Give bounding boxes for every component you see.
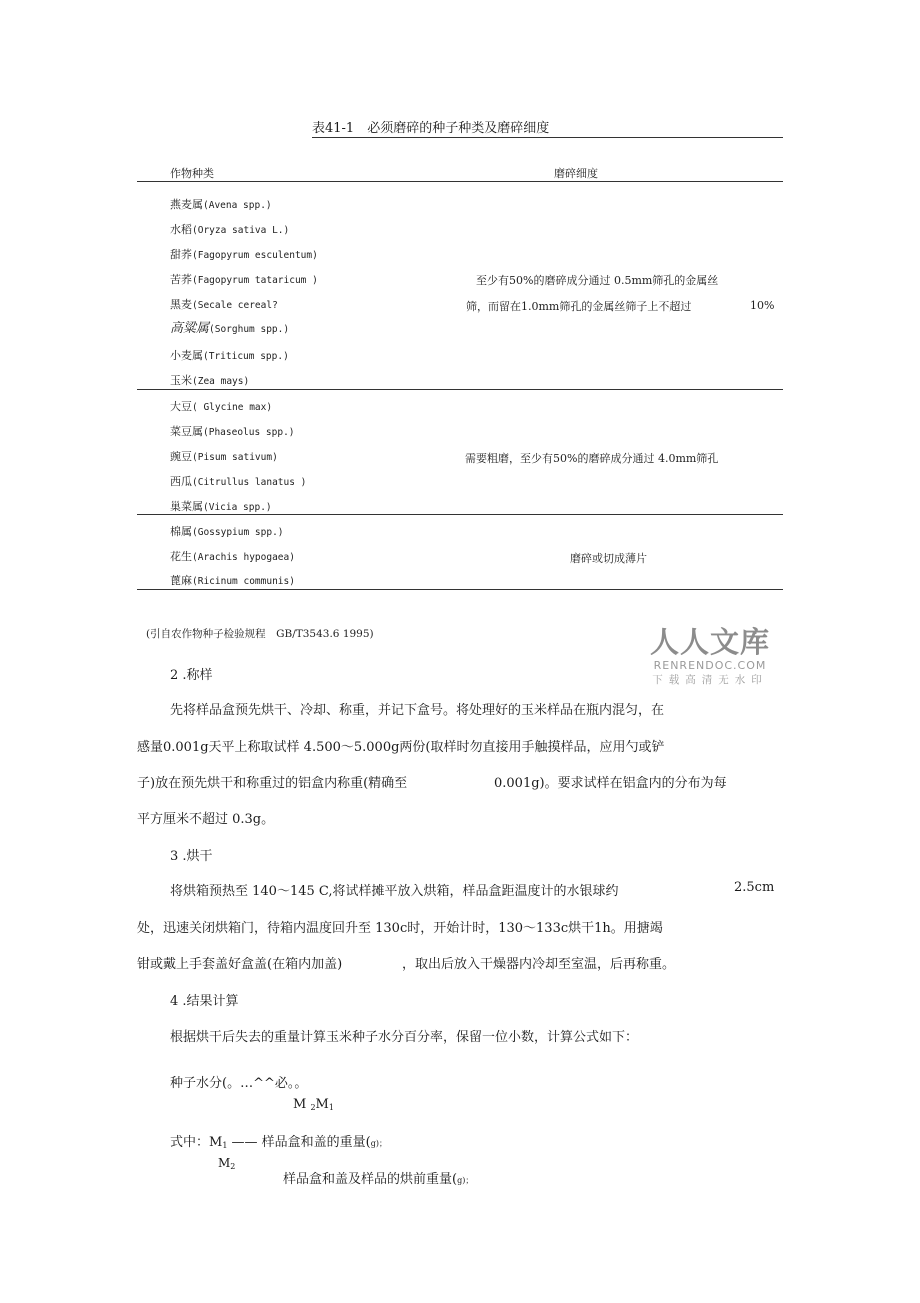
crop-cotton: 棉属(Gossypium spp.) bbox=[170, 525, 284, 538]
fineness-group2: 需要粗磨，至少有50%的磨碎成分通过 4.0mm筛孔 bbox=[465, 452, 719, 465]
crop-soybean: 大豆( Glycine max) bbox=[170, 400, 273, 413]
fineness-group1-line2: 筛，而留在1.0mm筛孔的金属丝筛子上不超过 bbox=[466, 300, 692, 313]
crop-tartary-buckwheat: 苦荞(Fagopyrum tataricum ) bbox=[170, 273, 318, 286]
section2-para-line2: 感量0.001g天平上称取试样 4.500～5.000g两份(取样时勿直接用手触摸样品，应用勺或铲 bbox=[137, 740, 665, 755]
header-crop-type: 作物种类 bbox=[170, 167, 214, 180]
crop-oats: 燕麦属(Avena spp.) bbox=[170, 198, 272, 211]
crop-maize: 玉米(Zea mays) bbox=[170, 374, 250, 387]
fineness-group1-line1: 至少有50%的磨碎成分通过 0.5mm筛孔的金属丝 bbox=[476, 274, 719, 287]
section2-para-line3a: 子)放在预先烘干和称重过的铝盒内称重(精确至 bbox=[137, 776, 408, 791]
crop-bean: 菜豆属(Phaseolus spp.) bbox=[170, 425, 295, 438]
watermark-sub: 下载高清无水印 bbox=[652, 674, 768, 686]
crop-sorghum: 高粱属(Sorghum spp.) bbox=[170, 321, 290, 336]
crop-buckwheat: 甜荞(Fagopyrum esculentum) bbox=[170, 248, 318, 261]
section2-para-line4: 平方厘米不超过 0.3g。 bbox=[137, 812, 275, 827]
section3-title: 3 .烘干 bbox=[170, 849, 213, 864]
watermark-cn: 人人文库 bbox=[649, 625, 770, 659]
section2-title: 2 .称样 bbox=[170, 668, 213, 683]
section3-para-line1a: 将烘箱预热至 140～145 C,将试样摊平放入烘箱，样品盒距温度计的水银球约 bbox=[170, 884, 619, 899]
header-rule bbox=[137, 181, 783, 182]
section2-para-line1: 先将样品盒预先烘干、冷却、称重，并记下盒号。将处理好的玉米样品在瓶内混匀，在 bbox=[170, 703, 665, 718]
crop-pea: 豌豆(Pisum sativum) bbox=[170, 450, 278, 463]
group2-rule bbox=[137, 514, 783, 515]
formula-denominator: M $_2M_1$ bbox=[293, 1097, 334, 1112]
section4-para-line1: 根据烘干后失去的重量计算玉米种子水分百分率，保留一位小数，计算公式如下： bbox=[170, 1030, 639, 1045]
section4-title: 4 .结果计算 bbox=[170, 994, 239, 1009]
fineness-group1-percent: 10% bbox=[750, 299, 775, 312]
section3-para-line3b: ，取出后放入干燥器内冷却至室温，后再称重。 bbox=[402, 957, 676, 972]
table-caption: 表41-1 必须磨碎的种子种类及磨碎细度 bbox=[312, 121, 550, 136]
crop-rye: 黑麦(Secale cereal? bbox=[170, 298, 278, 311]
header-fineness: 磨碎细度 bbox=[554, 167, 598, 180]
crop-castor: 蓖麻(Ricinum communis) bbox=[170, 574, 295, 587]
source-note: (引自农作物种子检验规程 GB/T3543.6 1995) bbox=[146, 628, 374, 640]
section2-para-line3b: 0.001g)。要求试样在铝盒内的分布为每 bbox=[494, 776, 727, 791]
section3-para-line2: 处，迅速关闭烘箱门，待箱内温度回升至 130c时，开始计时，130～133c烘干1h。用搪竭 bbox=[137, 921, 663, 936]
where-m2-label: $M_2$ bbox=[218, 1156, 236, 1171]
crop-vetch: 巢菜属(Vicia spp.) bbox=[170, 500, 272, 513]
fineness-group3: 磨碎或切成薄片 bbox=[570, 552, 647, 565]
watermark-logo bbox=[646, 620, 774, 687]
crop-watermelon: 西瓜(Citrullus lanatus ) bbox=[170, 475, 307, 488]
crop-wheat: 小麦属(Triticum spp.) bbox=[170, 349, 289, 362]
where-m1: 式中：$M_1$ —— 样品盒和盖的重量(g)； bbox=[170, 1135, 388, 1150]
crop-rice: 水稻(Oryza sativa L.) bbox=[170, 223, 290, 236]
section3-para-line3a: 钳或戴上手套盖好盒盖(在箱内加盖) bbox=[137, 957, 343, 972]
caption-rule bbox=[312, 137, 783, 138]
group1-rule bbox=[137, 389, 783, 390]
table-bottom-rule bbox=[137, 589, 783, 590]
formula-line: 种子水分(。…^^必。。 bbox=[170, 1076, 308, 1091]
watermark-en: RENRENDOC.COM bbox=[653, 659, 767, 672]
section3-para-line1b: 2.5cm bbox=[734, 880, 775, 895]
where-m2-text: 样品盒和盖及样品的烘前重量(g)； bbox=[283, 1172, 474, 1187]
crop-peanut: 花生(Arachis hypogaea) bbox=[170, 550, 295, 563]
